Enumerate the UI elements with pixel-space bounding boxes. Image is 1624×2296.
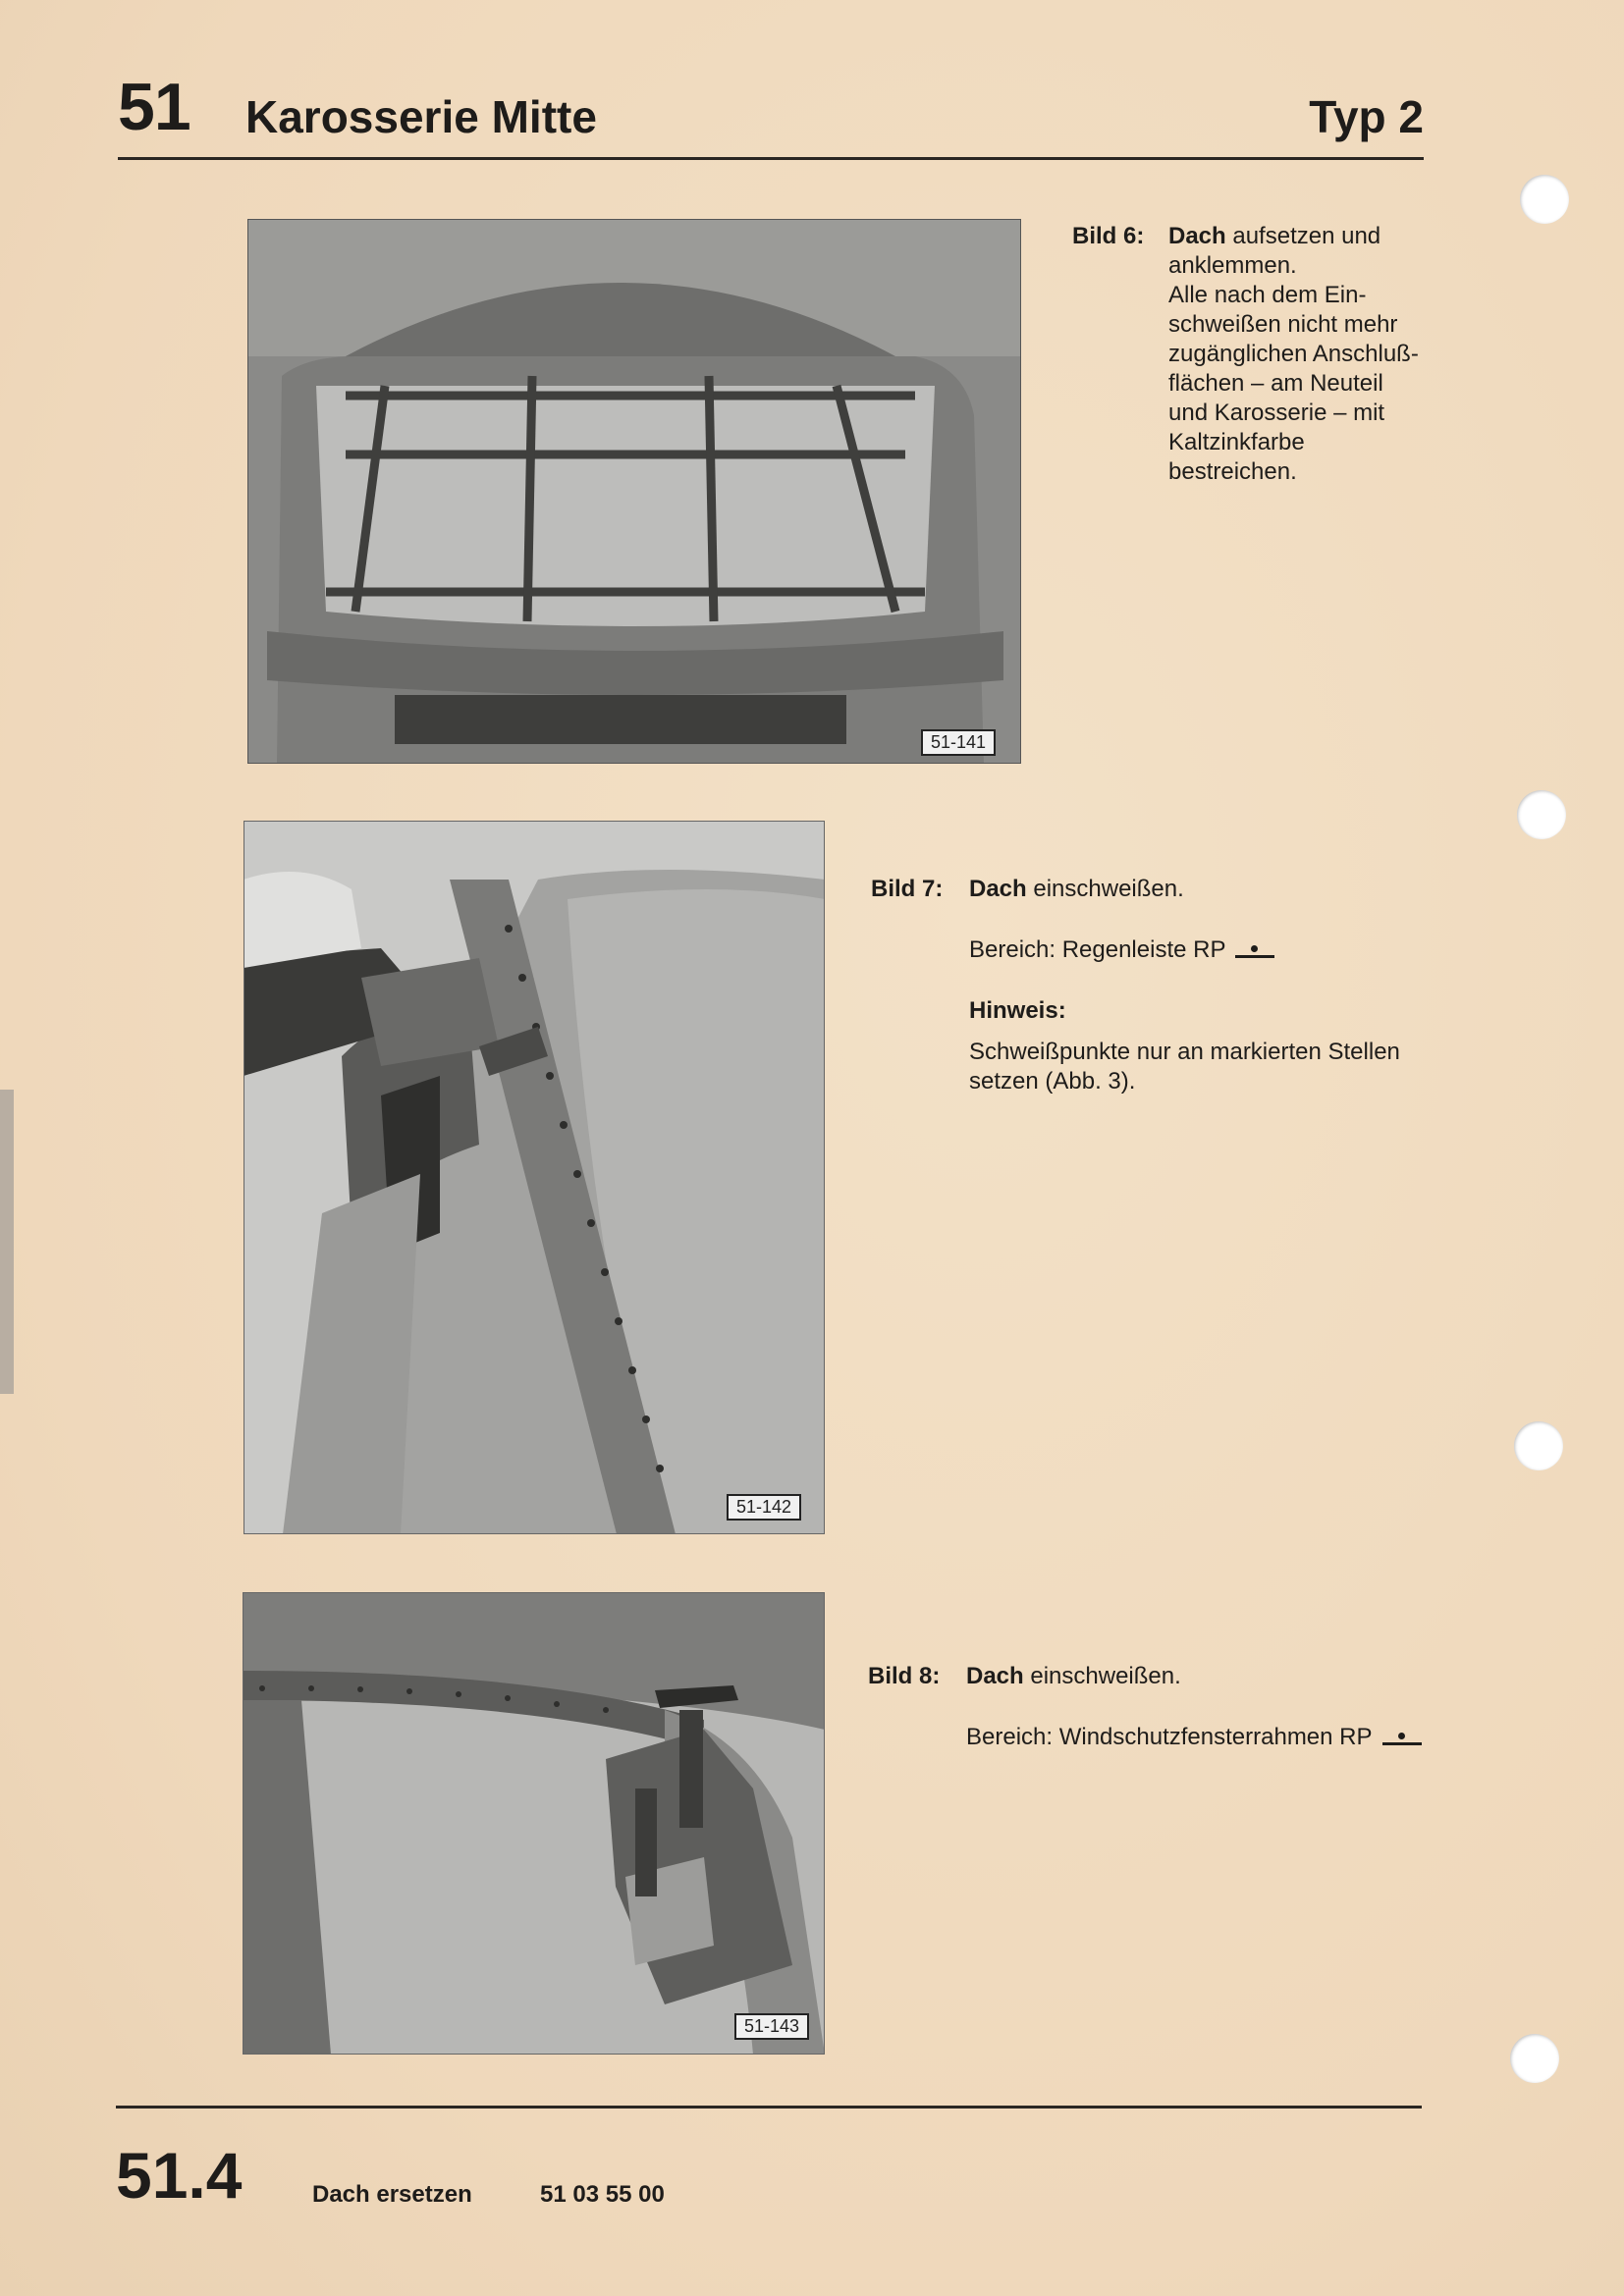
caption-label: Bild 8: <box>868 1663 941 1689</box>
area-text: Bereich: Regenleiste RP <box>969 936 1226 963</box>
figure-caption <box>871 875 1431 1110</box>
caption-line: zugänglichen Anschluß- <box>1168 341 1419 367</box>
section-title: Dach ersetzen <box>312 2181 472 2208</box>
caption-bold: Dach <box>969 876 1027 902</box>
spot-weld-symbol-icon <box>1382 1732 1422 1745</box>
caption-text: aufsetzen und anklemmen. <box>1168 223 1381 279</box>
figure-photo-rain-gutter-welding <box>244 821 825 1534</box>
punch-hole <box>1517 790 1566 839</box>
spot-weld-symbol-icon <box>1235 944 1274 958</box>
note-heading: Hinweis: <box>969 997 1066 1024</box>
figure-caption <box>1072 222 1426 497</box>
caption-body <box>966 1662 1428 1752</box>
caption-line: bestreichen. <box>1168 458 1297 485</box>
caption-text: einschweißen. <box>1026 876 1184 902</box>
figure-photo-roof-frame <box>247 219 1021 764</box>
punch-hole <box>1510 2034 1559 2083</box>
page-edge-tab <box>0 1090 14 1394</box>
figure-id-label: 51-141 <box>921 729 996 756</box>
footer-rule <box>116 2106 1422 2109</box>
caption-bold: Dach <box>966 1663 1024 1689</box>
figure-id-label: 51-142 <box>727 1494 801 1521</box>
caption-line: schweißen nicht mehr <box>1168 311 1398 338</box>
document-number: 51 03 55 00 <box>540 2181 665 2208</box>
caption-label: Bild 7: <box>871 876 944 902</box>
punch-hole <box>1514 1421 1563 1470</box>
caption-line: Alle nach dem Ein- <box>1168 282 1367 308</box>
caption-line: und Karosserie – mit <box>1168 400 1385 426</box>
page-number: 51.4 <box>116 2139 243 2212</box>
caption-line: flächen – am Neuteil <box>1168 370 1383 397</box>
vehicle-type-label: Typ 2 <box>1309 91 1424 142</box>
header-rule <box>118 157 1424 160</box>
caption-body <box>969 875 1431 1096</box>
figure-photo-windshield-frame-welding <box>243 1592 825 2055</box>
caption-label: Bild 6: <box>1072 223 1145 249</box>
punch-hole <box>1520 175 1569 224</box>
area-text: Bereich: Windschutzfensterrahmen RP <box>966 1724 1373 1750</box>
figure-caption <box>868 1662 1428 1760</box>
chapter-title: Karosserie Mitte <box>245 91 597 142</box>
chapter-number: 51 <box>118 70 190 144</box>
note-text: Schweißpunkte nur an markierten Stellen setzen (Abb. 3). <box>969 1039 1400 1095</box>
caption-bold: Dach <box>1168 223 1226 249</box>
caption-body <box>1168 222 1424 487</box>
caption-line: Kaltzinkfarbe <box>1168 429 1305 455</box>
caption-text: einschweißen. <box>1023 1663 1181 1689</box>
figure-id-label: 51-143 <box>734 2013 809 2040</box>
